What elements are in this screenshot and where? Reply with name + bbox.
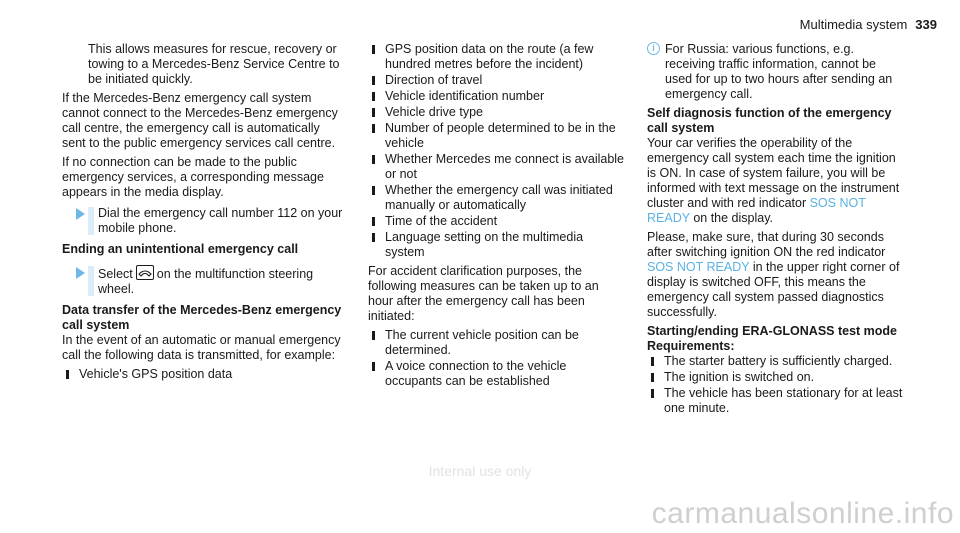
paragraph-make-sure bbox=[647, 230, 903, 320]
column-left bbox=[62, 42, 344, 386]
text-segment: Please, make sure, that during 30 seconds after switching ignition ON the red indicator bbox=[647, 230, 886, 259]
text-segment: in the upper right corner of display is switched OFF, this means the emergency call system passed diagnostics successfully. bbox=[647, 260, 900, 319]
paragraph-accident-clarification: For accident clarification purposes, the following measures can be taken up to an hour after the emergency call has been initiated: bbox=[368, 264, 599, 323]
list-item: Vehicle's GPS position data bbox=[62, 367, 344, 382]
sos-indicator-label: SOS NOT READY bbox=[647, 196, 866, 225]
heading-test-mode: Starting/ending ERA-GLONASS test mode bbox=[647, 324, 898, 338]
list-item: Language setting on the multimedia system bbox=[368, 230, 626, 260]
list-item: Whether Mercedes me connect is available or not bbox=[368, 152, 626, 182]
step-dial-112 bbox=[62, 206, 344, 236]
text-segment: on the display. bbox=[693, 211, 774, 225]
list-item: Number of people determined to be in the vehicle bbox=[368, 121, 626, 151]
column-middle bbox=[368, 42, 626, 393]
heading-self-diagnosis: Self diagnosis function of the emergency call system bbox=[647, 106, 892, 135]
measures-list bbox=[368, 328, 626, 389]
step-bar bbox=[88, 207, 94, 235]
paragraph-no-connection: If no connection can be made to the public emergency services, a corresponding message appears in the media display. bbox=[62, 155, 324, 199]
list-item: The current vehicle position can be determined. bbox=[368, 328, 626, 358]
list-item: Vehicle identification number bbox=[368, 89, 626, 104]
data-list-continued bbox=[368, 42, 626, 260]
list-item: The ignition is switched on. bbox=[647, 370, 903, 385]
paragraph-diagnosis bbox=[647, 136, 903, 226]
text-segment: Your car verifies the operability of the emergency call system each time the ignition is ON. In case of system failure, you will be informed with text message on the instrument cluster and with red indicator bbox=[647, 136, 900, 210]
paragraph-data-transmitted: In the event of an automatic or manual emergency call the following data is transmitted, for example: bbox=[62, 333, 341, 362]
note-russia bbox=[647, 42, 903, 102]
list-item: Direction of travel bbox=[368, 73, 626, 88]
list-item: Time of the accident bbox=[368, 214, 626, 229]
list-item: Whether the emergency call was initiated manually or automatically bbox=[368, 183, 626, 213]
site-watermark: carmanualsonline.info bbox=[651, 497, 954, 530]
list-item: The vehicle has been stationary for at least one minute. bbox=[647, 386, 903, 416]
step-arrow-icon bbox=[76, 208, 85, 220]
list-item: A voice connection to the vehicle occupants can be established bbox=[368, 359, 626, 389]
page-number: 339 bbox=[915, 17, 937, 32]
note-text: For Russia: various functions, e.g. receiving traffic information, cannot be used for up to two hours after sending an emergency call. bbox=[665, 42, 893, 101]
requirements-list bbox=[647, 354, 903, 416]
section-title: Multimedia system bbox=[799, 17, 908, 32]
list-item: The starter battery is sufficiently charged. bbox=[647, 354, 903, 369]
column-right bbox=[647, 42, 903, 420]
sos-indicator-label: SOS NOT READY bbox=[647, 260, 750, 274]
paragraph-public-call: If the Mercedes-Benz emergency call system cannot connect to the Mercedes-Benz emergency call centre, the emergency call is automatically sent to the public emergency services call centre. bbox=[62, 91, 338, 150]
step-text-after: on the multifunction steering wheel. bbox=[98, 267, 314, 296]
paragraph-rescue: This allows measures for rescue, recovery or towing to a Mercedes-Benz Service Centre to be initiated quickly. bbox=[88, 42, 340, 86]
info-icon: i bbox=[647, 42, 660, 55]
list-item: GPS position data on the route (a few hundred metres before the incident) bbox=[368, 42, 626, 72]
step-text-before: Select bbox=[98, 267, 133, 281]
phone-hangup-icon bbox=[136, 265, 154, 280]
step-text: Dial the emergency call number 112 on your mobile phone. bbox=[98, 206, 343, 235]
data-list bbox=[62, 367, 344, 382]
step-arrow-icon bbox=[76, 267, 85, 279]
heading-requirements: Requirements: bbox=[647, 339, 735, 353]
step-bar bbox=[88, 266, 94, 296]
page-header bbox=[800, 17, 937, 32]
heading-data-transfer: Data transfer of the Mercedes-Benz emergency call system bbox=[62, 303, 342, 332]
step-select-hangup bbox=[62, 265, 344, 297]
list-item: Vehicle drive type bbox=[368, 105, 626, 120]
heading-ending-call: Ending an unintentional emergency call bbox=[62, 242, 299, 256]
watermark: Internal use only bbox=[428, 463, 532, 479]
